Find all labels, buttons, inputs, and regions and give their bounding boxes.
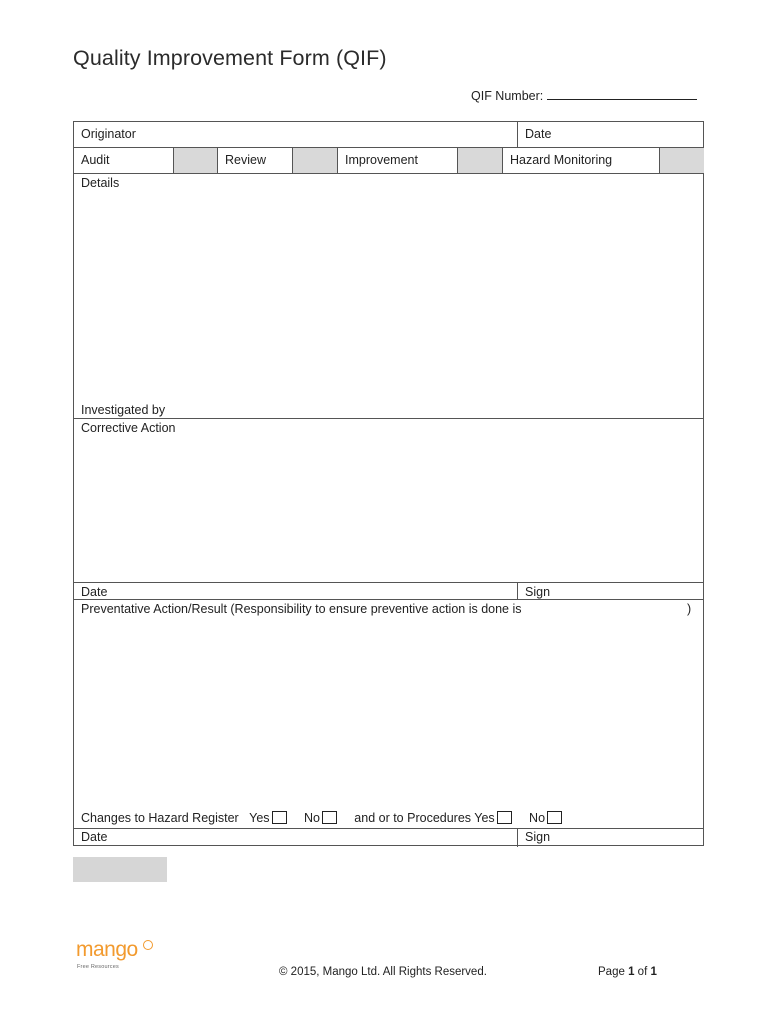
corrective-action-label: Corrective Action (81, 421, 176, 435)
divider (74, 147, 703, 148)
divider (502, 147, 503, 173)
procedures-yes-label: and or to Procedures Yes (354, 811, 495, 825)
originator-label: Originator (81, 127, 136, 141)
copyright-text: © 2015, Mango Ltd. All Rights Reserved. (279, 966, 487, 978)
hazard-monitoring-checkbox-cell[interactable] (660, 148, 704, 173)
audit-checkbox-cell[interactable] (174, 148, 217, 173)
submit-button[interactable] (73, 857, 167, 882)
type-audit-label: Audit (81, 153, 110, 167)
type-hazard-monitoring-label: Hazard Monitoring (510, 153, 613, 167)
divider (517, 828, 518, 847)
divider (517, 582, 518, 599)
hazard-no-label: No (303, 811, 320, 825)
logo-tagline: Free Resources (77, 964, 119, 970)
logo-circle-icon (143, 940, 153, 950)
divider (74, 418, 703, 419)
type-review-label: Review (225, 153, 266, 167)
mango-logo (76, 938, 156, 976)
preventative-action-label: Preventative Action/Result (Responsibility to ensure preventive action is done is (81, 602, 522, 616)
divider (74, 582, 703, 583)
review-checkbox-cell[interactable] (293, 148, 337, 173)
corrective-sign-label: Sign (525, 585, 551, 599)
divider (517, 122, 518, 147)
procedures-no-label: No (529, 811, 546, 825)
final-date-label: Date (81, 830, 108, 844)
changes-hazard-register-label: Changes to Hazard Register (81, 811, 239, 825)
procedures-no-checkbox[interactable] (547, 811, 562, 824)
details-label: Details (81, 176, 120, 190)
qif-number-input-line[interactable] (547, 89, 697, 100)
date-label: Date (525, 127, 552, 141)
page-prefix: Page (598, 966, 625, 978)
page-of: of (637, 966, 648, 978)
final-sign-label: Sign (525, 830, 551, 844)
divider (74, 173, 703, 174)
preventative-close-paren: ) (687, 602, 692, 616)
divider (74, 599, 703, 600)
type-improvement-label: Improvement (345, 153, 418, 167)
page-indicator (598, 966, 657, 978)
qif-number-field[interactable] (471, 89, 697, 103)
hazard-yes-label: Yes (249, 811, 270, 825)
corrective-date-label: Date (81, 585, 108, 599)
hazard-yes-checkbox[interactable] (272, 811, 287, 824)
page-total: 1 (650, 966, 657, 978)
investigated-by-label: Investigated by (81, 403, 166, 417)
hazard-register-row (81, 811, 562, 825)
divider (337, 147, 338, 173)
divider (217, 147, 218, 173)
divider (74, 828, 703, 829)
logo-brand: mango (76, 938, 138, 961)
qif-number-label: QIF Number: (471, 89, 544, 103)
page-title: Quality Improvement Form (QIF) (73, 46, 387, 70)
page-current: 1 (628, 966, 635, 978)
hazard-no-checkbox[interactable] (322, 811, 337, 824)
procedures-yes-checkbox[interactable] (497, 811, 512, 824)
improvement-checkbox-cell[interactable] (458, 148, 502, 173)
qif-form-table (73, 121, 704, 846)
